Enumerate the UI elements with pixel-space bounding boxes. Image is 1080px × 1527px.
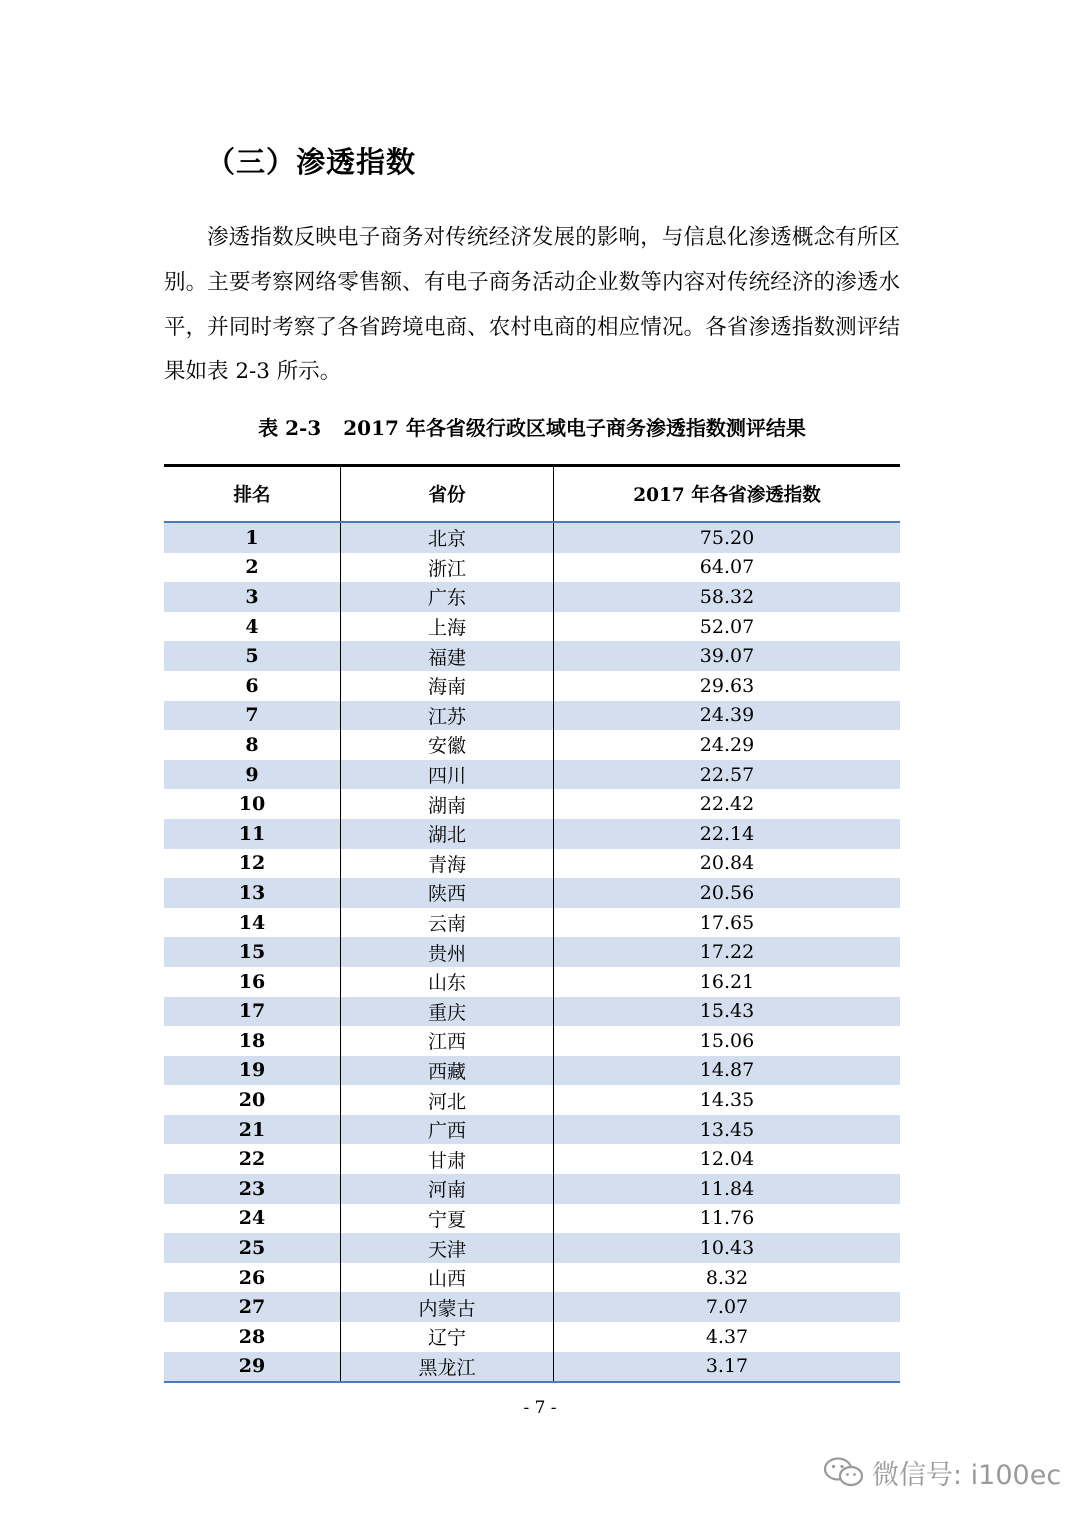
cell-index: 14.35 <box>699 1089 755 1112</box>
watermark <box>822 1452 1061 1492</box>
cell-index: 52.07 <box>699 615 755 638</box>
cell-rank: 1 <box>164 522 341 553</box>
cell-province: 重庆 <box>341 997 554 1027</box>
cell-index: 15.43 <box>554 997 901 1027</box>
table-row <box>164 908 900 938</box>
cell-index: 29.63 <box>699 674 755 697</box>
table-row <box>164 730 900 760</box>
cell-province: 湖南 <box>341 789 554 819</box>
cell-province: 海南 <box>341 671 554 701</box>
table-row <box>164 760 900 790</box>
table-row <box>164 522 900 553</box>
cell-index: 13.45 <box>554 1115 901 1145</box>
cell-index: 24.29 <box>699 733 755 756</box>
cell-province: 黑龙江 <box>341 1352 554 1383</box>
table-row <box>164 641 900 671</box>
cell-rank: 22 <box>164 1144 341 1174</box>
cell-index: 11.76 <box>699 1207 755 1230</box>
table-row <box>164 582 900 612</box>
cell-rank: 23 <box>164 1174 341 1204</box>
table-row <box>164 789 900 819</box>
header-index: 2017 年各省渗透指数 <box>554 466 901 523</box>
cell-rank: 16 <box>164 967 341 997</box>
cell-index: 3.17 <box>554 1352 901 1383</box>
cell-index: 4.37 <box>705 1325 749 1348</box>
cell-rank: 6 <box>164 671 341 701</box>
table-row <box>164 1115 900 1145</box>
cell-province: 上海 <box>341 612 554 642</box>
table-row <box>164 612 900 642</box>
cell-province: 福建 <box>341 641 554 671</box>
wechat-icon <box>822 1455 866 1489</box>
cell-index: 20.84 <box>699 852 755 875</box>
cell-province: 河北 <box>341 1085 554 1115</box>
table-row <box>164 1352 900 1383</box>
header-rank: 排名 <box>164 466 341 523</box>
cell-index: 22.42 <box>699 793 755 816</box>
table-row <box>164 1322 900 1352</box>
table-row <box>164 1292 900 1322</box>
cell-rank: 15 <box>164 937 341 967</box>
cell-rank: 26 <box>164 1263 341 1293</box>
section-heading: （三）渗透指数 <box>206 145 417 179</box>
cell-rank: 11 <box>164 819 341 849</box>
cell-index: 8.32 <box>705 1266 749 1289</box>
table-body <box>164 522 900 1382</box>
header-province: 省份 <box>341 466 554 523</box>
cell-index: 17.22 <box>554 937 901 967</box>
cell-province: 浙江 <box>341 553 554 583</box>
cell-province: 北京 <box>341 522 554 553</box>
cell-province: 内蒙古 <box>341 1292 554 1322</box>
cell-province: 青海 <box>341 849 554 879</box>
cell-province: 湖北 <box>341 819 554 849</box>
cell-rank: 25 <box>164 1233 341 1263</box>
cell-rank: 21 <box>164 1115 341 1145</box>
cell-province: 四川 <box>341 760 554 790</box>
cell-index: 17.65 <box>699 911 755 934</box>
cell-rank: 3 <box>164 582 341 612</box>
table-row <box>164 819 900 849</box>
table-row <box>164 1144 900 1174</box>
cell-province: 陕西 <box>341 878 554 908</box>
cell-index: 24.39 <box>554 701 901 731</box>
table-row <box>164 701 900 731</box>
cell-rank: 9 <box>164 760 341 790</box>
table-row <box>164 553 900 583</box>
cell-rank: 27 <box>164 1292 341 1322</box>
cell-province: 江西 <box>341 1026 554 1056</box>
page-number: - 7 - <box>523 1398 557 1418</box>
body-paragraph: 渗透指数反映电子商务对传统经济发展的影响，与信息化渗透概念有所区别。主要考察网络零售额、有电子商务活动企业数等内容对传统经济的渗透水平，并同时考察了各省跨境电商、农村电商的相应情况。各省渗透指数测评结果如表 2-3 所示。 <box>164 225 900 385</box>
table-row <box>164 878 900 908</box>
table-row <box>164 1233 900 1263</box>
cell-index: 75.20 <box>554 522 901 553</box>
cell-province: 江苏 <box>341 701 554 731</box>
cell-index: 20.56 <box>554 878 901 908</box>
cell-index: 15.06 <box>699 1029 755 1052</box>
table-row <box>164 937 900 967</box>
cell-rank: 17 <box>164 997 341 1027</box>
table-row <box>164 967 900 997</box>
cell-index: 10.43 <box>554 1233 901 1263</box>
watermark-text: 微信号: i100ec <box>872 1459 1062 1491</box>
cell-index: 16.21 <box>699 970 755 993</box>
cell-rank: 19 <box>164 1056 341 1086</box>
cell-province: 西藏 <box>341 1056 554 1086</box>
cell-index: 12.04 <box>699 1148 755 1171</box>
cell-rank: 8 <box>164 730 341 760</box>
cell-index: 11.84 <box>554 1174 901 1204</box>
cell-rank: 10 <box>164 789 341 819</box>
table-row <box>164 1026 900 1056</box>
table-caption <box>164 412 900 441</box>
cell-province: 云南 <box>341 908 554 938</box>
cell-rank: 14 <box>164 908 341 938</box>
cell-rank: 18 <box>164 1026 341 1056</box>
table-row <box>164 671 900 701</box>
cell-index: 39.07 <box>554 641 901 671</box>
cell-province: 贵州 <box>341 937 554 967</box>
cell-index: 22.14 <box>554 819 901 849</box>
table-row <box>164 997 900 1027</box>
cell-rank: 4 <box>164 612 341 642</box>
cell-province: 山东 <box>341 967 554 997</box>
cell-rank: 28 <box>164 1322 341 1352</box>
cell-province: 山西 <box>341 1263 554 1293</box>
cell-index: 22.57 <box>554 760 901 790</box>
table-row <box>164 849 900 879</box>
cell-province: 河南 <box>341 1174 554 1204</box>
penetration-index-table <box>164 464 900 1383</box>
cell-province: 广西 <box>341 1115 554 1145</box>
cell-province: 宁夏 <box>341 1204 554 1234</box>
cell-province: 安徽 <box>341 730 554 760</box>
cell-index: 7.07 <box>554 1292 901 1322</box>
cell-province: 甘肃 <box>341 1144 554 1174</box>
table-caption-title: 2017 年各省级行政区域电子商务渗透指数测评结果 <box>343 416 806 440</box>
cell-rank: 2 <box>164 553 341 583</box>
table-row <box>164 1204 900 1234</box>
cell-province: 广东 <box>341 582 554 612</box>
cell-index: 14.87 <box>554 1056 901 1086</box>
table-caption-number: 表 2-3 <box>258 416 322 440</box>
cell-index: 64.07 <box>699 556 755 579</box>
cell-province: 辽宁 <box>341 1322 554 1352</box>
cell-rank: 20 <box>164 1085 341 1115</box>
cell-rank: 13 <box>164 878 341 908</box>
cell-rank: 29 <box>164 1352 341 1383</box>
cell-index: 58.32 <box>554 582 901 612</box>
cell-rank: 5 <box>164 641 341 671</box>
table-row <box>164 1056 900 1086</box>
cell-province: 天津 <box>341 1233 554 1263</box>
cell-rank: 12 <box>164 849 341 879</box>
cell-rank: 7 <box>164 701 341 731</box>
table-row <box>164 1174 900 1204</box>
table-row <box>164 1085 900 1115</box>
table-row <box>164 1263 900 1293</box>
cell-rank: 24 <box>164 1204 341 1234</box>
table-header-row <box>164 466 900 523</box>
